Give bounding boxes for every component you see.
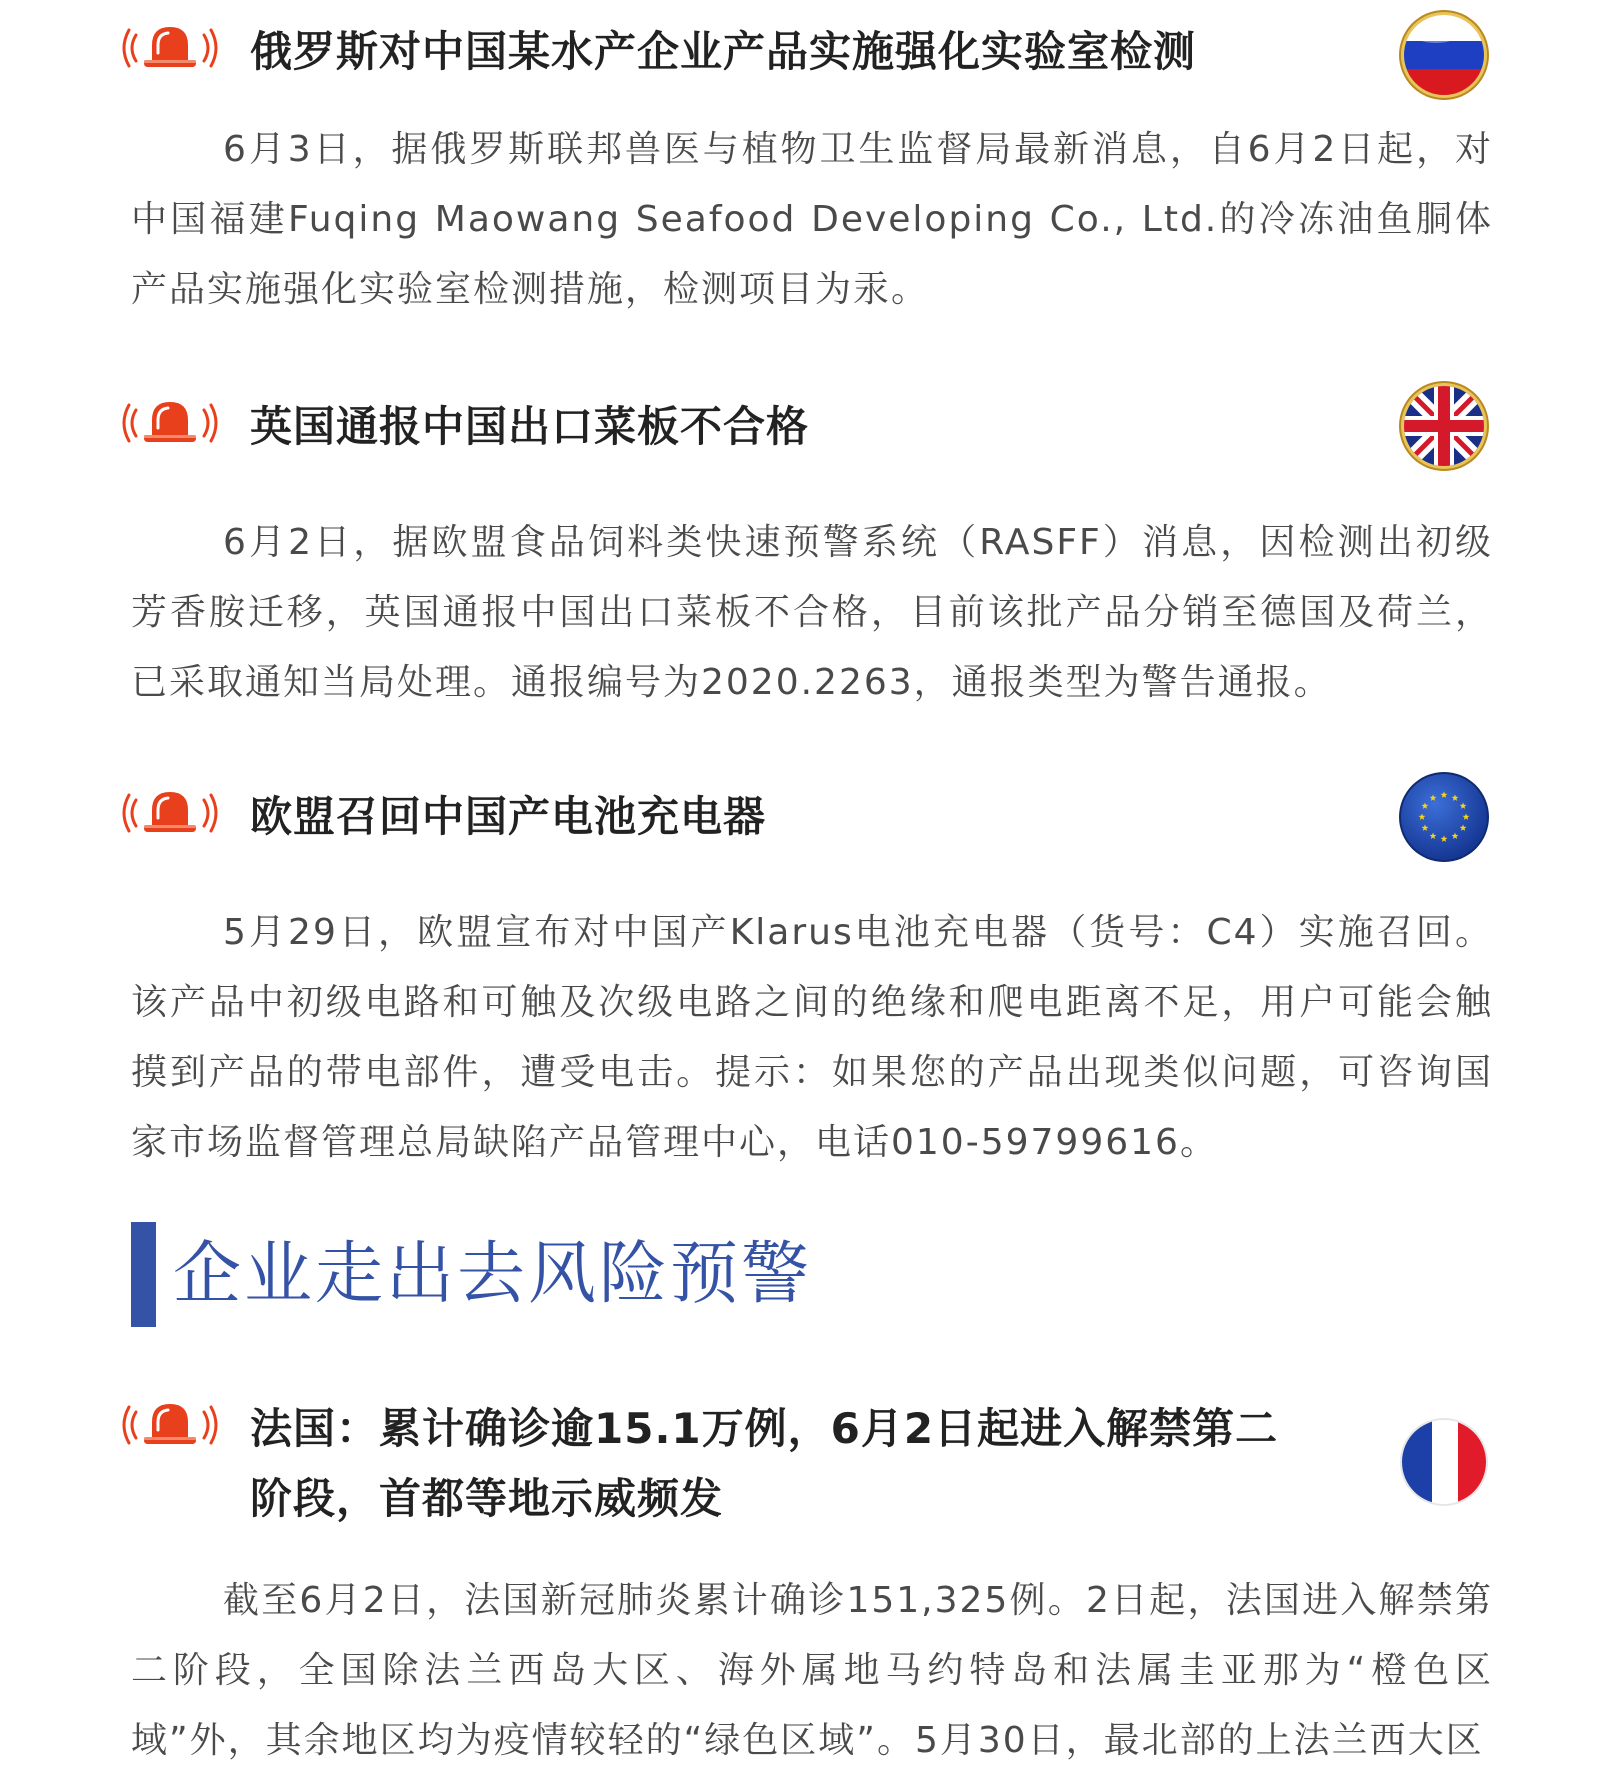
eu-flag-icon	[1398, 771, 1490, 863]
news-body: 截至6月2日，法国新冠肺炎累计确诊151,325例。2日起，法国进入解禁第二阶段，全国除法兰西岛大区、海外属地马约特岛和法属圭亚那为“橙色区域”外，其余地区均为疫情较轻的“绿色区域”。5月30日，最北部的上法兰西大区	[131, 1580, 1493, 1761]
russia-flag-icon	[1398, 9, 1490, 101]
news-headline: 欧盟召回中国产电池充电器	[250, 792, 767, 841]
section-title: 企业走出去风险预警	[173, 1235, 813, 1314]
section-accent-bar	[131, 1222, 156, 1327]
news-headline: 俄罗斯对中国某水产企业产品实施强化实验室检测	[250, 27, 1197, 76]
news-headline-line2: 阶段，首都等地示威频发	[250, 1474, 724, 1523]
alarm-bell-icon	[122, 1400, 218, 1450]
france-flag-icon	[1398, 1416, 1490, 1508]
news-headline-line1: 法国：累计确诊逾15.1万例，6月2日起进入解禁第二	[250, 1404, 1279, 1453]
alarm-bell-icon	[122, 398, 218, 448]
news-body: 6月2日，据欧盟食品饲料类快速预警系统（RASFF）消息，因检测出初级芳香胺迁移，英国通报中国出口菜板不合格，目前该批产品分销至德国及荷兰，已采取通知当局处理。通报编号为2020.2263，通报类型为警告通报。	[131, 522, 1493, 703]
uk-flag-icon	[1398, 380, 1490, 472]
news-body: 6月3日，据俄罗斯联邦兽医与植物卫生监督局最新消息，自6月2日起，对中国福建Fuqing Maowang Seafood Developing Co., Ltd.的冷冻油鱼胴体产品实施强化实验室检测措施，检测项目为汞。	[131, 129, 1493, 310]
alarm-bell-icon	[122, 788, 218, 838]
news-headline: 英国通报中国出口菜板不合格	[250, 402, 810, 451]
alarm-bell-icon	[122, 23, 218, 73]
news-body: 5月29日，欧盟宣布对中国产Klarus电池充电器（货号：C4）实施召回。该产品中初级电路和可触及次级电路之间的绝缘和爬电距离不足，用户可能会触摸到产品的带电部件，遭受电击。提示：如果您的产品出现类似问题，可咨询国家市场监督管理总局缺陷产品管理中心，电话010-59799616。	[131, 912, 1493, 1163]
